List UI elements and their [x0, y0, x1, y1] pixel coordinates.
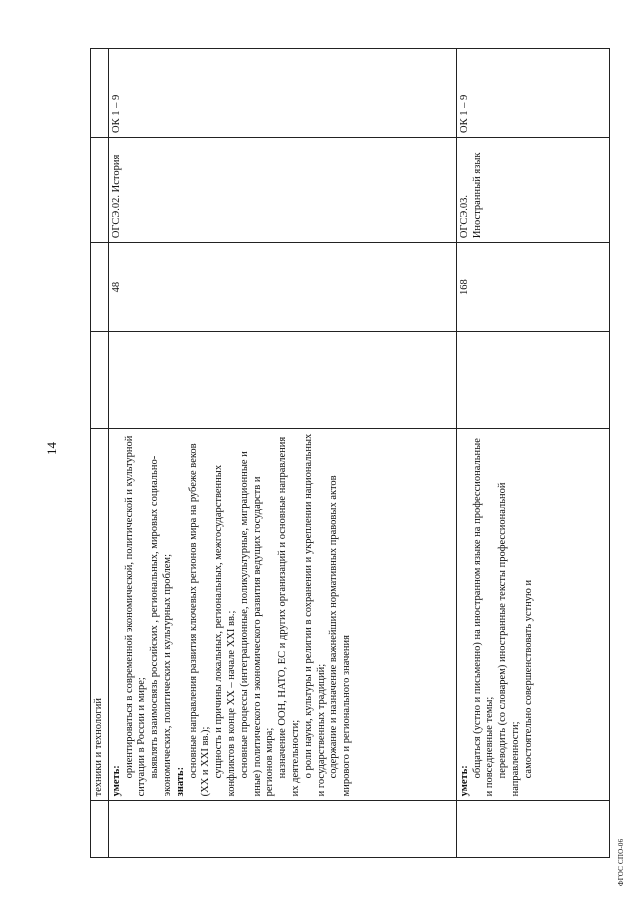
page-number: 14 — [44, 442, 59, 455]
cell — [91, 243, 109, 332]
content-cell: техники и технологий — [91, 429, 109, 801]
content-paragraph: самостоятельно совершенствовать устную и — [522, 579, 534, 779]
content-paragraph: назначение ООН, НАТО, ЕС и других организаций и основные направления их деятельности; — [277, 436, 301, 797]
section-heading: уметь: — [110, 765, 122, 797]
code-cell — [91, 801, 109, 858]
competencies-cell: ОК 1 – 9 — [108, 49, 456, 138]
cell — [91, 332, 109, 429]
table-row — [456, 49, 609, 858]
code-cell — [108, 801, 456, 858]
content-cell — [456, 429, 609, 801]
content-cell — [108, 429, 456, 801]
cell — [91, 49, 109, 138]
content-paragraph: содержание и назначение важнейших нормативных правовых актов мирового и регионального значения — [328, 475, 353, 797]
content-paragraph: переводить (со словарем) иностранные тексты профессиональной направленности; — [497, 482, 521, 797]
cell — [456, 332, 609, 429]
curriculum-table — [90, 48, 610, 858]
code-cell — [456, 801, 609, 858]
hours-cell: 168 — [456, 243, 609, 332]
section-heading: уметь: — [458, 765, 470, 797]
hours-cell: 48 — [108, 243, 456, 332]
content-paragraph: основные процессы (интеграционные, поликультурные, миграционные и иные) политического и экономического развития ведущих государств и регионов мира; — [238, 451, 276, 797]
cell — [108, 332, 456, 429]
table-row — [108, 49, 456, 858]
content-paragraph: о роли науки, культуры и религии в сохранении и укреплении национальных и государственных традиций; — [302, 433, 327, 797]
section-heading: знать: — [174, 766, 186, 797]
content-paragraph: общаться (устно и письменно) на иностранном языке на профессиональные и повседневные темы; — [471, 438, 496, 797]
curriculum-table-wrapper — [90, 48, 610, 858]
table-row — [91, 49, 109, 858]
discipline-cell: ОГСЭ.03. Иностранный язык — [456, 138, 609, 243]
document-footer: ФГОС СПО-06 — [617, 838, 625, 886]
content-paragraph: выявлять взаимосвязь российских , региональных, мировых социально-экономических, политических и культурных проблем; — [149, 455, 173, 797]
competencies-cell: ОК 1 – 9 — [456, 49, 609, 138]
content-paragraph: основные направления развития ключевых регионов мира на рубеже веков (XX и XXI вв.); — [187, 443, 212, 797]
content-paragraph: сущность и причины локальных, региональных, межгосударственных конфликтов в конце XX – начале XXI вв.; — [213, 464, 237, 797]
content-paragraph: ориентироваться в современной экономической, политической и культурной ситуации в России и мире; — [123, 435, 148, 797]
discipline-cell: ОГСЭ.02. История — [108, 138, 456, 243]
cell — [91, 138, 109, 243]
